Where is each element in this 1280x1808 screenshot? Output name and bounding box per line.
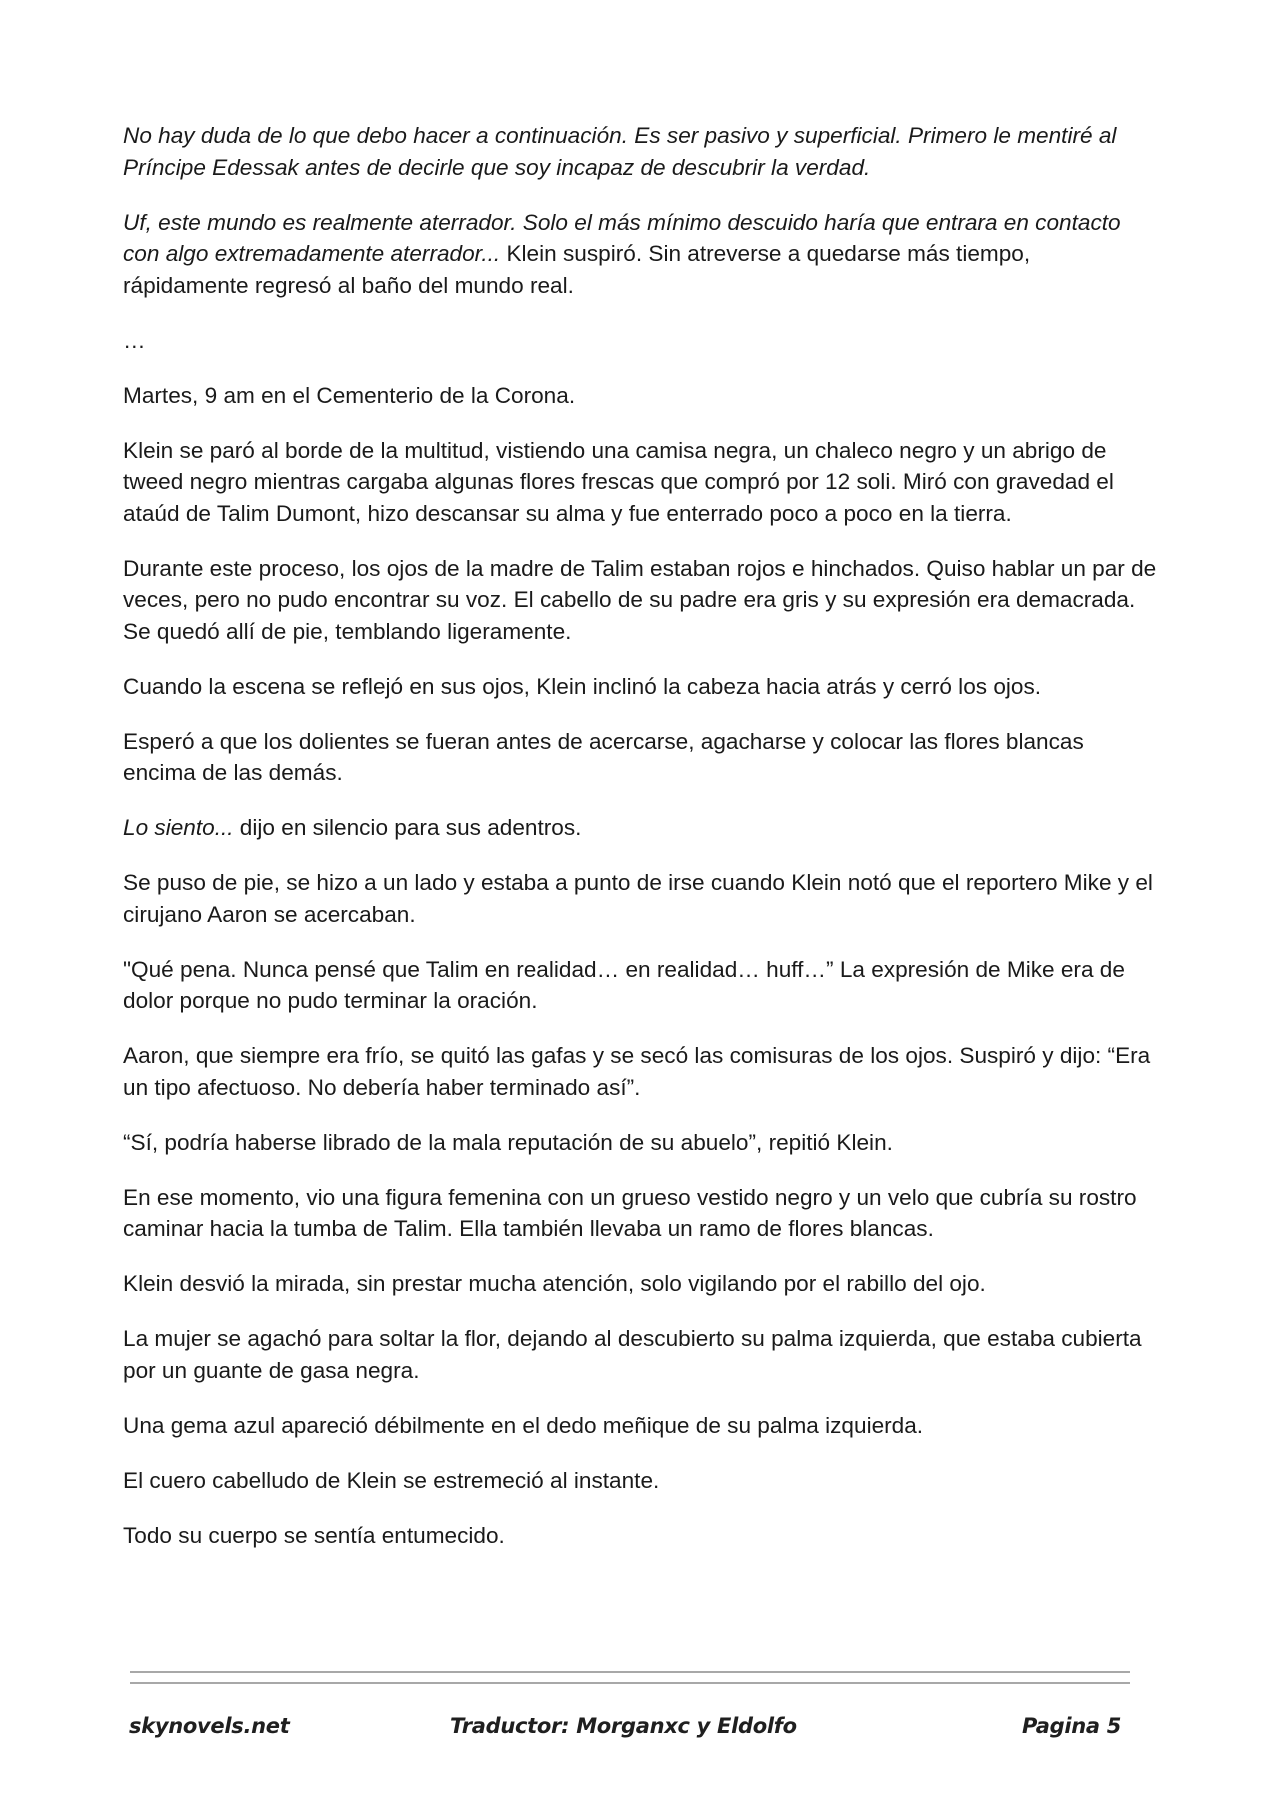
paragraph-5-text: Klein se paró al borde de la multitud, vistiendo una camisa negra, un chaleco negro y un abrigo de tweed negro mientras cargaba algunas flores frescas que compró por 12 soli. Miró con gravedad el ataúd de Talim Dumont, hizo descansar su alma y fue enterrado poco a poco en la tierra. [123,437,1114,526]
paragraph-17 [123,1410,1158,1442]
paragraph-12-text: Aaron, que siempre era frío, se quitó las gafas y se secó las comisuras de los ojos. Suspiró y dijo: “Era un tipo afectuoso. No debería haber terminado así”. [123,1043,1151,1100]
paragraph-15 [123,1268,1158,1300]
paragraph-ellipsis [123,325,1158,357]
paragraph-11-text: "Qué pena. Nunca pensé que Talim en realidad… en realidad… huff…” La expresión de Mike era de dolor porque no pudo terminar la oración. [123,956,1125,1013]
paragraph-18 [123,1465,1158,1497]
paragraph-13 [123,1127,1158,1159]
footer-divider-top [130,1671,1130,1673]
paragraph-1 [123,120,1158,183]
paragraph-9-italic-text: Lo siento... [123,815,234,840]
paragraph-2-text: Klein suspiró. Sin atreverse a quedarse más tiempo, rápidamente regresó al baño del mundo real. [123,241,1031,298]
paragraph-4-text: Martes, 9 am en el Cementerio de la Corona. [123,382,576,408]
paragraph-6 [123,553,1158,648]
paragraph-19 [123,1520,1158,1552]
paragraph-15-text: Klein desvió la mirada, sin prestar mucha atención, solo vigilando por el rabillo del ojo. [123,1271,986,1296]
paragraph-12 [123,1040,1158,1103]
footer-page-number: Pagina 5 [1022,1714,1122,1738]
paragraph-2-italic-text: Uf, este mundo es realmente aterrador. Solo el más mínimo descuido haría que entrara en contacto con algo extremadamente aterrador... [123,209,1121,266]
paragraph-1-text: No hay duda de lo que debo hacer a continuación. Es ser pasivo y superficial. Primero le mentiré al Príncipe Edessak antes de decirle que soy incapaz de descubrir la verdad. [123,123,1117,180]
paragraph-8 [123,726,1158,789]
paragraph-6-text: Durante este proceso, los ojos de la madre de Talim estaban rojos e hinchados. Quiso hablar un par de veces, pero no pudo encontrar su voz. El cabello de su padre era gris y su expresión era demacrada. Se quedó allí de pie, temblando ligeramente. [123,555,1157,644]
paragraph-2 [123,207,1158,302]
paragraph-14 [123,1182,1158,1245]
paragraph-16-text: La mujer se agachó para soltar la flor, dejando al descubierto su palma izquierda, que estaba cubierta por un guante de gasa negra. [123,1326,1142,1383]
paragraph-14-text: En ese momento, vio una figura femenina con un grueso vestido negro y un velo que cubría su rostro caminar hacia la tumba de Talim. Ella también llevaba un ramo de flores blancas. [123,1184,1137,1241]
paragraph-10 [123,867,1158,930]
paragraph-9-text: dijo en silencio para sus adentros. [233,815,582,840]
paragraph-7 [123,671,1158,703]
paragraph-17-text: Una gema azul apareció débilmente en el dedo meñique de su palma izquierda. [123,1412,924,1438]
footer-translator: Traductor: Morganxc y Eldolfo [450,1714,797,1738]
ellipsis-separator: … [123,327,146,353]
paragraph-9 [123,812,1158,844]
paragraph-5 [123,435,1158,530]
paragraph-8-text: Esperó a que los dolientes se fueran antes de acercarse, agacharse y colocar las flores blancas encima de las demás. [123,728,1084,785]
document-body [123,120,1158,1575]
paragraph-11 [123,954,1158,1017]
paragraph-7-text: Cuando la escena se reflejó en sus ojos, Klein inclinó la cabeza hacia atrás y cerró los ojos. [123,673,1042,699]
paragraph-10-text: Se puso de pie, se hizo a un lado y estaba a punto de irse cuando Klein notó que el reportero Mike y el cirujano Aaron se acercaban. [123,870,1153,927]
paragraph-18-text: El cuero cabelludo de Klein se estremeció al instante. [123,1467,660,1493]
footer-site: skynovels.net [129,1714,290,1738]
paragraph-4 [123,380,1158,412]
paragraph-16 [123,1323,1158,1386]
footer-divider-bottom [130,1682,1130,1684]
paragraph-19-text: Todo su cuerpo se sentía entumecido. [123,1522,505,1548]
paragraph-13-text: “Sí, podría haberse librado de la mala reputación de su abuelo”, repitió Klein. [123,1129,893,1155]
